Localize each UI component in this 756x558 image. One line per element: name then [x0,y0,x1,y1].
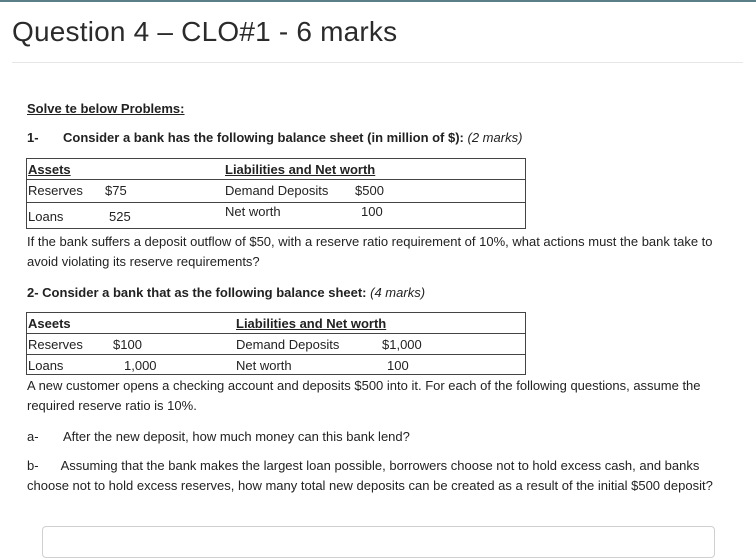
liability-label: Demand Deposits [225,183,329,198]
problem2-text: A new customer opens a checking account and deposits $500 into it. For each of the following questions, assume the required reserve ratio is 10%. [27,378,701,413]
asset-label: Reserves [28,183,83,198]
title-divider [12,62,743,63]
table-row-divider [27,354,525,355]
table-row-divider [27,202,525,203]
assets-header: Assets [28,162,71,177]
top-accent-line [0,0,756,2]
liability-value: 100 [387,358,409,373]
problem2-prompt-line [27,285,425,300]
problem1-text: If the bank suffers a deposit outflow of $50, with a reserve ratio requirement of 10%, what actions must the bank take to avoid violating its reserve requirements? [27,234,713,269]
asset-value: 525 [109,209,131,224]
liability-label: Net worth [236,358,292,373]
problem2-marks: (4 marks) [370,285,426,300]
problem1-marks: (2 marks) [467,130,523,145]
problem1-prompt: Consider a bank has the following balance sheet (in million of $): [63,130,464,145]
problem2-balance-sheet [26,312,526,375]
sub-question-b-text: Assuming that the bank makes the largest loan possible, borrowers choose not to hold excess cash, and banks choose not to hold excess reserves, how many total new deposits can be created as a result of the initial $500 deposit? [27,458,713,493]
asset-value: 1,000 [124,358,157,373]
liabilities-header: Liabilities and Net worth [225,162,376,177]
asset-value: $75 [105,183,127,198]
liability-value: $1,000 [382,337,422,352]
liability-label: Demand Deposits [236,337,340,352]
liabilities-header: Liabilities and Net worth [236,316,387,331]
sub-question-b [27,456,727,496]
table-row-divider [27,333,525,334]
answer-input-box[interactable] [42,526,715,558]
liability-value: 100 [361,204,383,219]
liability-value: $500 [355,183,384,198]
problem1-prompt-line [63,130,522,145]
asset-label: Reserves [28,337,83,352]
sub-question-a-label: a- [27,429,39,444]
asset-label: Loans [28,358,64,373]
asset-value: $100 [113,337,142,352]
question-title: Question 4 – CLO#1 - 6 marks [12,16,398,47]
problem2-prompt: 2- Consider a bank that as the following balance sheet: [27,285,367,300]
problem1-balance-sheet [26,158,526,229]
instructions-heading: Solve te below Problems: [27,101,185,116]
sub-question-b-label: b- [27,458,39,473]
problem1-number: 1- [27,130,39,145]
table-row-divider [27,179,525,180]
assets-header: Aseets [28,316,71,331]
liability-label: Net worth [225,204,281,219]
sub-question-a-text: After the new deposit, how much money can this bank lend? [63,429,410,444]
asset-label: Loans [28,209,64,224]
